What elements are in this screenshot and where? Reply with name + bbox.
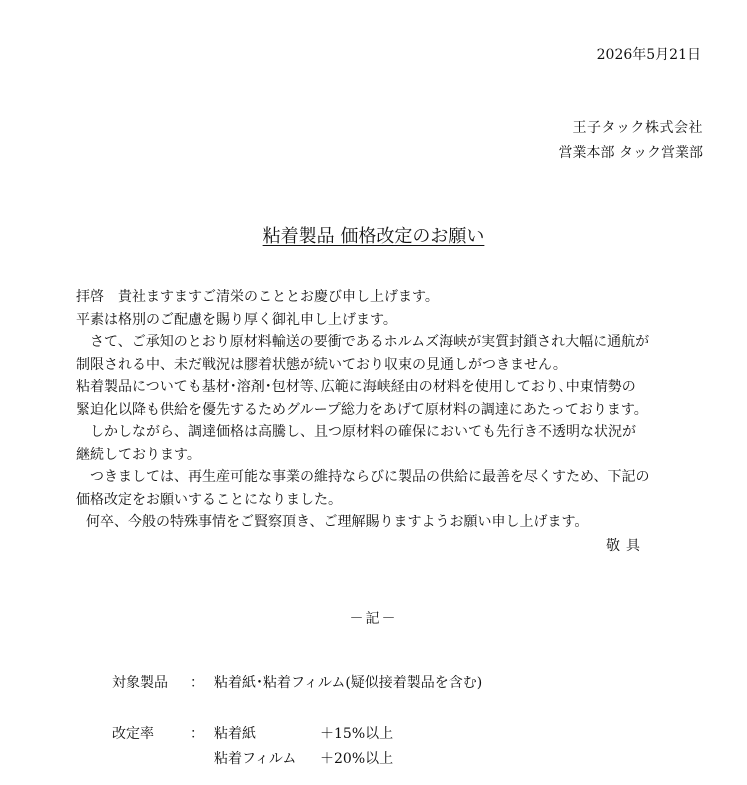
body-line: つきましては、再生産可能な事業の維持ならびに製品の供給に最善を尽くすため、下記の (76, 469, 650, 485)
target-value: 粘着紙･粘着フィルム(疑似接着製品を含む) (214, 675, 483, 691)
rate-value: ＋20%以上 (320, 751, 394, 767)
rate-product: 粘着紙 (214, 726, 256, 742)
sender-department: 営業本部 タック営業部 (558, 145, 703, 161)
body-line: 価格改定をお願いすることになりました。 (76, 491, 342, 508)
closing-phrase: 敬具 (606, 538, 646, 554)
rate-value: ＋15%以上 (320, 726, 394, 742)
target-colon: ： (190, 675, 204, 691)
letter-body (76, 286, 649, 534)
body-line: 継続しております。 (76, 446, 201, 463)
body-line: 何卒、今般の特殊事情をご賢察頂き、ご理解賜りますようお願い申し上げます。 (86, 514, 589, 530)
rate-colon: ： (190, 726, 204, 742)
body-line: さて、ご承知のとおり原材料輸送の要衝であるホルムズ海峡が実質封鎖され大幅に通航が (76, 334, 650, 350)
rate-product: 粘着フィルム (214, 751, 297, 767)
body-line: 平素は格別のご配慮を賜り厚く御礼申し上げます。 (76, 311, 397, 328)
ki-heading: －記－ (349, 611, 398, 627)
body-line: しかしながら、調達価格は高騰し、且つ原材料の確保においても先行き不透明な状況が (76, 424, 636, 440)
body-line: 緊迫化以降も供給を優先するためグループ総力をあげて原材料の調達にあたっております。 (76, 401, 648, 418)
target-label: 対象製品 (112, 675, 168, 691)
body-line: 粘着製品についても基材･溶剤･包材等､広範に海峡経由の材料を使用しており､中東情勢の (76, 379, 636, 395)
body-line: 拝啓 貴社ますますご清栄のこととお慶び申し上げます。 (76, 289, 439, 305)
document-title: 粘着製品 価格改定のお願い (262, 226, 485, 247)
rate-label: 改定率 (112, 726, 154, 742)
document-date: 2026年5月21日 (596, 47, 701, 63)
body-line: 制限される中、未だ戦況は膠着状態が続いており収束の見通しがつきません。 (76, 356, 567, 373)
sender-company: 王子タック株式会社 (572, 120, 703, 136)
